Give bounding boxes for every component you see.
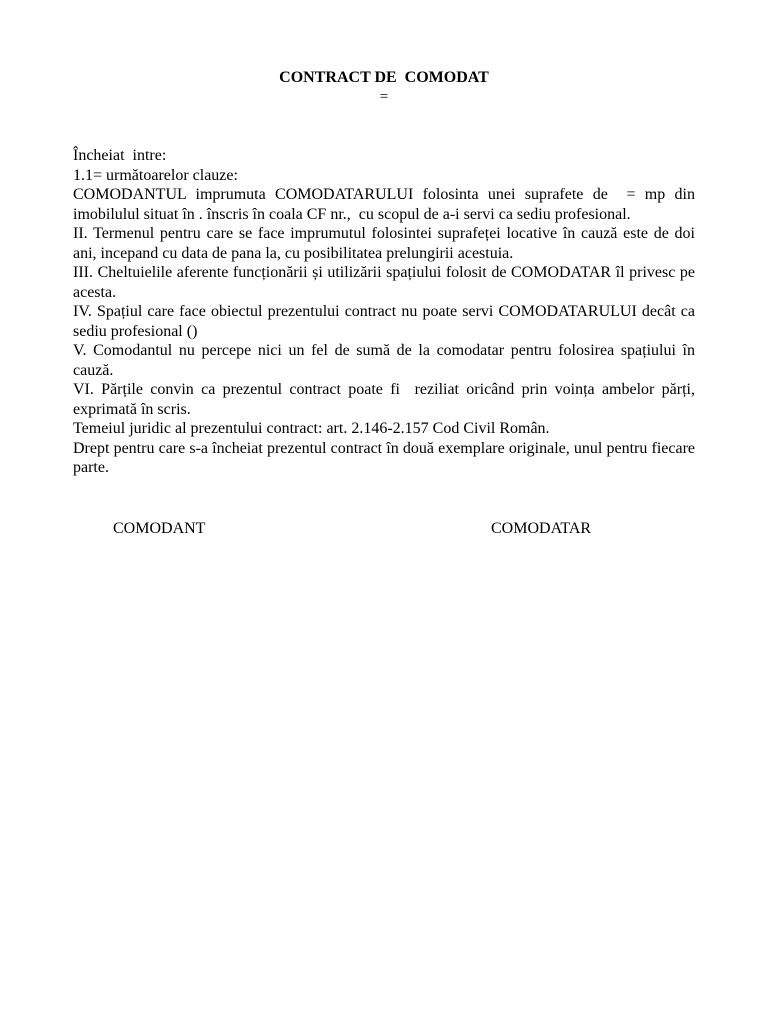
- signature-comodant: COMODANT: [113, 520, 206, 537]
- intro-line: Încheiat intre:: [73, 147, 167, 164]
- clause-5: V. Comodantul nu percepe nici un fel de sumă de la comodatar pentru folosirea spațiului în cauză.: [73, 342, 699, 379]
- clause-3: III. Cheltuielile aferente funcționării și utilizării spațiului folosit de COMODATAR îl privesc pe acesta.: [73, 264, 699, 301]
- clause-1: COMODANTUL imprumuta COMODATARULUI folosinta unei suprafete de = mp din imobilulul situat în . înscris în coala CF nr., cu scopul de a-i servi ca sediu profesional.: [73, 186, 699, 223]
- title-symbol: =: [379, 89, 389, 105]
- closing-statement: Drept pentru care s-a încheiat prezentul contract în două exemplare originale, unul pentru fiecare parte.: [73, 439, 699, 476]
- contract-body: [73, 146, 699, 478]
- legal-basis: Temeiul juridic al prezentului contract: art. 2.146-2.157 Cod Civil Român.: [73, 420, 550, 437]
- signature-comodatar: COMODATAR: [491, 520, 592, 537]
- clause-6: VI. Părțile convin ca prezentul contract poate fi reziliat oricând prin voința ambelor părți, exprimată în scris.: [73, 381, 699, 418]
- clause-4: IV. Spațiul care face obiectul prezentului contract nu poate servi COMODATARULUI decât ca sediu profesional (): [73, 303, 699, 340]
- clause-2: II. Termenul pentru care se face imprumutul folosintei suprafeței locative în cauză este de doi ani, incepand cu data de pana la, cu posibilitatea prelungirii acestuia.: [73, 225, 699, 262]
- document-title: CONTRACT DE COMODAT: [279, 69, 489, 86]
- clause-intro: 1.1= următoarelor clauze:: [73, 166, 238, 184]
